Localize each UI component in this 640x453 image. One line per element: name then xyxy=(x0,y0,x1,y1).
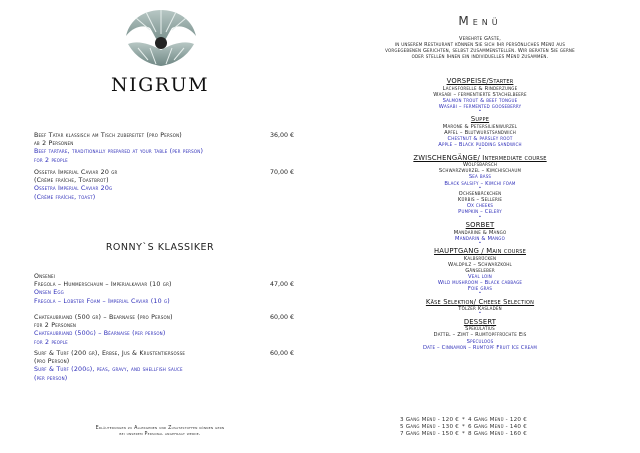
dish-price: 47,00 € xyxy=(269,281,294,289)
klassiker-heading: RONNY`S KLASSIKER xyxy=(105,242,215,253)
dish-title: Surf & Turf (200 gr), Erbse, Jus & Krustentiersosse xyxy=(34,350,186,357)
price-row xyxy=(400,417,600,424)
brand-name: NIGRUM xyxy=(110,74,210,96)
courses xyxy=(320,76,640,351)
section-heading: Suppe xyxy=(470,115,490,124)
dish-translation-note: for 2 people xyxy=(34,156,68,164)
dish-price: 60,00 € xyxy=(269,350,294,357)
section-heading: SORBET xyxy=(465,221,495,229)
dish-title: Beef Tatar klassisch am Tisch zubereitet (pro Person) xyxy=(34,132,182,139)
separator-dot: • xyxy=(478,147,482,153)
separator-dot: • xyxy=(478,214,482,220)
course-translation: Wasabi – fermented gooseberry xyxy=(438,103,522,110)
course-translation: Salmon trout & beef tongue xyxy=(442,97,518,104)
course-translation: Apple – Black pudding sandwich xyxy=(438,142,522,149)
separator-dot: • xyxy=(478,311,482,317)
dish-onsenei xyxy=(34,273,294,306)
course-line: Kalbsrücken xyxy=(463,255,497,262)
section-heading: ZWISCHENGÄNGE/ Intermediate course xyxy=(413,153,547,162)
price-b: 4 Gang Menü - 120 € xyxy=(467,417,527,423)
price-sep: * xyxy=(461,417,465,423)
course-line: Marone & Petersilienwurzel xyxy=(442,123,518,130)
intro-line: Verehrte Gäste, xyxy=(458,36,502,42)
course-line: Kürbis – Sellerie xyxy=(457,197,503,204)
separator-dot: • xyxy=(478,291,482,297)
dish-note: (pro Person) xyxy=(34,358,70,366)
pearl-shell-logo xyxy=(116,6,206,70)
right-page xyxy=(320,0,640,453)
dish-price: 70,00 € xyxy=(269,169,294,176)
intro-line: in unserem Restaurant können Sie sich Ihr persönliches Menü aus xyxy=(394,42,566,48)
price-sep: * xyxy=(461,424,465,431)
course-line: Schwarzwurzel – Kimchischaum xyxy=(438,168,522,175)
course-line: Apfel – Blutwurstsandwich xyxy=(444,129,516,136)
course-line: Gänseleber xyxy=(465,267,495,274)
course-line: Ochsenbäckchen xyxy=(458,191,502,198)
dish-note: für 2 Personen xyxy=(34,322,77,330)
dish-translation: Chateaubriand (500g) – Béarnaise (per person) xyxy=(34,330,166,338)
dish-translation: Ossetra Imperial Caviar 20g xyxy=(34,185,113,193)
course-translation: Sea bass xyxy=(468,174,492,181)
price-b: 6 Gang Menü - 140 € xyxy=(467,424,527,431)
separator-dot: • xyxy=(478,108,482,114)
dish-price: 36,00 € xyxy=(269,132,294,139)
intro-line: oder stellen Ihnen ein individuelles Menü zusammen. xyxy=(411,54,549,60)
dish-translation-note: (per person) xyxy=(34,374,68,382)
menu-prices xyxy=(400,417,600,439)
dish-title: Fregola – Hummerschaum – Imperialkaviar (10 gr) xyxy=(34,281,172,289)
course-translation: Wild mushroom – Black cabbage xyxy=(437,280,523,287)
section-heading: HAUPTGANG / Main course xyxy=(433,247,527,256)
course-line: Lachsforelle & Rinderzunge xyxy=(442,85,518,92)
course-line: Spekulatius xyxy=(465,326,495,333)
dish-translation-note: for 2 people xyxy=(34,338,68,346)
dish-translation: Onsen Egg xyxy=(34,289,64,297)
course-translation: Speculoos xyxy=(466,338,494,345)
dish-price: 60,00 € xyxy=(269,314,294,321)
footer-line: Erläuterungen zu Allergenen und Zusatzstoffen können gern xyxy=(95,426,225,431)
separator-dot: • xyxy=(478,185,482,191)
dish-surf-turf xyxy=(34,350,294,383)
course-line: Wolfsbarsch xyxy=(462,162,498,169)
menu-title: Menü xyxy=(458,14,502,28)
price-sep: * xyxy=(461,431,465,438)
price-row xyxy=(400,431,600,438)
course-translation: Chestnut & parsley root xyxy=(447,136,513,143)
dish-note: (Crème fraîche, Toastbrot) xyxy=(34,177,109,185)
dish-translation-note: Fregola – Lobster Foam – Imperial Caviar (10 g) xyxy=(34,297,170,305)
course-translation: Mandarin & Mango xyxy=(455,235,505,242)
separator-dot: • xyxy=(478,240,482,246)
price-a: 5 Gang Menü - 130 € xyxy=(400,424,459,431)
dish-note: ab 2 Personen xyxy=(34,140,74,148)
price-b: 8 Gang Menü - 160 € xyxy=(467,431,527,438)
dish-title: Ossetra Imperial Caviar 20 gr xyxy=(34,169,118,176)
section-heading: VORSPEISE/Starter xyxy=(446,77,514,85)
intro-line: vorgegebenen Gerichten, selbst zusammenstellen. Wir beraten Sie gerne xyxy=(385,48,575,54)
allergen-footer xyxy=(40,426,280,439)
footer-line: bei unserem Personal angefragt werde. xyxy=(119,432,201,438)
dish-title: Chateaubriand (500 gr) – Bearnaise (pro Person) xyxy=(34,314,173,321)
intro-text xyxy=(320,36,640,60)
course-translation: Veal loin xyxy=(468,273,492,280)
price-a: 7 Gang Menü - 150 € xyxy=(400,431,459,438)
course-translation: Ox cheeks xyxy=(466,203,494,210)
dish-translation: Surf & Turf (200g), peas, gravy, and shellfish sauce xyxy=(34,366,183,374)
dish-pre: Onsenei xyxy=(34,273,56,280)
price-row xyxy=(400,424,600,431)
dish-translation: Beef tartare, traditionally prepared at your table (per person) xyxy=(34,148,204,156)
course-translation: Black salsify – Kimchi foam xyxy=(444,180,516,187)
dish-beef-tatar xyxy=(34,132,294,165)
dish-translation-note: (Crème fraîche, toast) xyxy=(34,193,96,201)
course-line: Dattel – Zimt – Rumtopffrüchte Eis xyxy=(433,332,527,339)
course-line: Waldpilz – Schwarzkohl xyxy=(448,261,512,268)
price-a: 3 Gang Menü - 120 € xyxy=(400,417,459,423)
course-line: Tölzer Kasladen xyxy=(458,306,502,313)
course-translation: Foie gras xyxy=(467,286,493,293)
course-translation: Pumpkin – Celery xyxy=(458,209,502,216)
section-heading: Käse Selektion/ Cheese Selection xyxy=(425,297,535,306)
course-line: Wasabi – fermentierte Stachelbeere xyxy=(433,91,527,98)
section-heading: DESSERT xyxy=(463,317,497,326)
course-translation: Date – Cinnamon – Rumtopf Fruit Ice Cream xyxy=(422,344,537,351)
dish-caviar xyxy=(34,169,294,202)
dish-chateaubriand xyxy=(34,314,294,347)
course-line: Mandarine & Mango xyxy=(453,229,507,236)
